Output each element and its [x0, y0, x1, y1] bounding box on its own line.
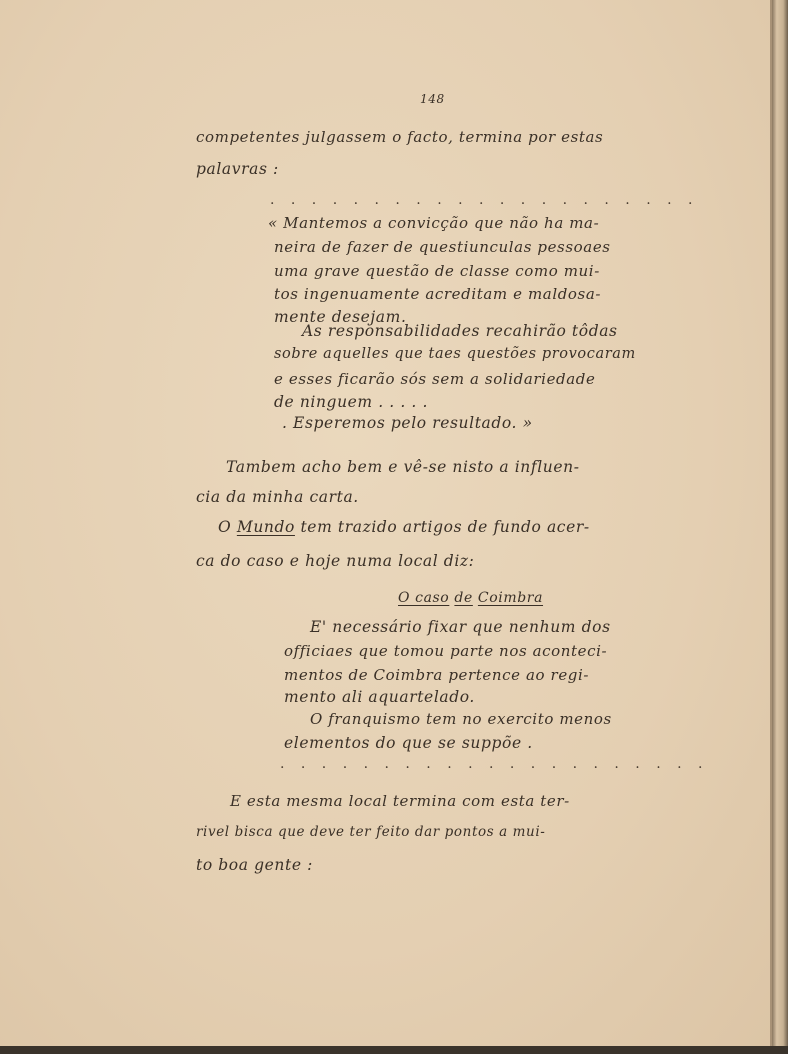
page-number: 148: [420, 92, 445, 106]
text-line: ca do caso e hoje numa local diz:: [196, 552, 475, 570]
ellipsis-line: . . . . . . . . . . . . . . . . . . . . .: [270, 192, 699, 208]
quote-line: « Mantemos a convicção que não ha ma-: [268, 214, 600, 232]
quote-line: mento ali aquartelado.: [284, 688, 475, 706]
text-line: Tambem acho bem e vê-se nisto a influen-: [226, 458, 580, 476]
quote-line: sobre aquelles que taes questões provocaram: [274, 346, 636, 362]
quote-line: e esses ficarão sós sem a solidariedade: [274, 370, 596, 388]
quote-line: neira de fazer de questiunculas pessoaes: [274, 238, 611, 256]
text-line: E esta mesma local termina com esta ter-: [230, 792, 570, 810]
quote-line: . Esperemos pelo resultado. »: [282, 414, 533, 432]
quote-line: tos ingenuamente acreditam e maldosa-: [274, 285, 602, 303]
page-edge: [772, 0, 788, 1054]
heading-part: Coimbra: [477, 590, 544, 606]
scan-border: [0, 1046, 788, 1054]
quote-line: E' necessário fixar que nenhum dos: [310, 618, 611, 636]
quote-line: officiaes que tomou parte nos aconteci-: [284, 642, 608, 660]
quote-line: uma grave questão de classe como mui-: [274, 262, 600, 280]
text-line: [218, 518, 590, 536]
text-line: competentes julgassem o facto, termina por estas: [196, 128, 604, 146]
text-line: cia da minha carta.: [196, 488, 359, 506]
quote-line: mente desejam.: [274, 308, 407, 326]
ellipsis-line: . . . . . . . . . . . . . . . . . . . . .: [280, 756, 709, 772]
quote-line: elementos do que se suppõe .: [284, 734, 533, 752]
heading-part: O caso: [398, 590, 450, 606]
text-rest: tem trazido artigos de fundo acer-: [300, 518, 590, 536]
quote-line: mentos de Coimbra pertence ao regi-: [284, 666, 590, 684]
newspaper-name: Mundo: [236, 518, 295, 536]
quote-line: O franquismo tem no exercito menos: [310, 710, 612, 728]
section-heading: [398, 590, 543, 606]
quote-line: de ninguem . . . . .: [274, 393, 428, 411]
text-prefix: O: [218, 518, 232, 536]
heading-part: de: [454, 590, 473, 606]
text-line: to boa gente :: [196, 856, 313, 874]
quote-line: As responsabilidades recahirão tôdas: [302, 322, 618, 340]
text-line: palavras :: [196, 160, 279, 178]
text-line: rivel bisca que deve ter feito dar pontos a mui-: [196, 824, 546, 840]
